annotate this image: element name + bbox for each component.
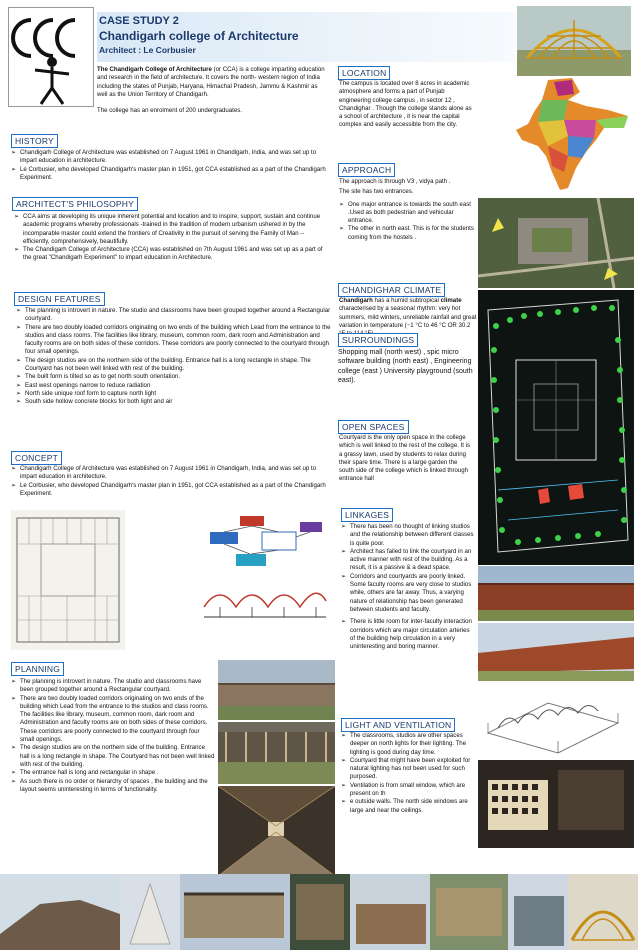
case-label: CASE STUDY 2	[99, 15, 179, 27]
concept-item: ➢ Le Corbusier, who developed Chandigarh's master plan in 1951, got CCA established as a part of the Chandigarh Experiment.	[11, 482, 331, 499]
history-text	[11, 149, 331, 182]
climate-lead: Chandigarh	[339, 297, 373, 304]
light-item: ➢ The classrooms, studios are other spaces deeper on north lights for their lighting. The lighting is good during day time.	[341, 732, 474, 757]
design-item: ➢ There are two doubly loaded corridors originating on two ends of the building which Lead from the entrance to the studios and class rooms. The facilities like library, museum, common room, dark room and Administration and faculty rooms are on both sides of these corridors. These corridors are poorly connected to the courtyard through four small openings.	[16, 324, 332, 357]
light-ventilation-label: LIGHT AND VENTILATION	[341, 718, 455, 732]
cca-logo-icon	[9, 8, 95, 108]
design-item: ➢ The built form is tilted so as to get north south orientation.	[16, 373, 332, 381]
linkages-item: ➢ There has been no thought of linking studios and the relationship between different classes is quite poor.	[341, 523, 474, 548]
surroundings-label: SURROUNDINGS	[338, 333, 418, 347]
history-item: ➢ Le Corbusier, who developed Chandigarh's master plan in 1951, got CCA established as a part of the Chandigarh Experiment.	[11, 166, 331, 183]
approach-label: APPROACH	[338, 163, 395, 177]
dome-photo	[517, 6, 631, 76]
approach-entrances: The site has two entrances.	[339, 188, 414, 196]
brick-facade-photo	[478, 566, 634, 621]
floor-plan-image	[11, 510, 125, 650]
planning-item: ➢ As such there is no order or hierarchy of spaces , the building and the layout seems uninteresting in terms of functionality.	[11, 778, 215, 795]
intro-body: (or CCA) is a college imparting education and research in the field of architecture. It covers the north- western region of India including the states of Punjab, Haryana, Himachal Pradesh, Jammu & Kashmir as well as the Union Territory of Chandigarh.	[97, 66, 325, 98]
approach-item: ➢ One major entrance is towards the south east .Used as both pedestrian and vehicular entrance.	[339, 201, 474, 226]
intro-enrolment: The college has an enrolment of 200 undergraduates.	[97, 107, 242, 115]
design-item: ➢ The planning is introvert in nature. The studio and classrooms have been grouped together around a Rectangular courtyard.	[16, 307, 332, 324]
philosophy-item: ➢ CCA aims at developing its unique inherent potential and location and to inspire, support, sustain and continue academic programs whereby professionals -trained in the tradition of modern urbanism ushered in by the incomparable master could extend the frontiers of Creativity in the pursuit of serving the Family of Man -- efficiently, comprehensively, beautifully.	[14, 213, 330, 246]
climate-label: CHANDIGHAR CLIMATE	[338, 283, 445, 297]
planning-item: ➢ The entrance hall is long and rectangular in shape .	[11, 769, 215, 777]
planning-item: ➢ The planning is introvert in nature. The studio and classrooms have been grouped together around a Rectangular courtyard.	[11, 678, 215, 695]
site-plan-image	[478, 290, 634, 565]
concept-item: ➢ Chandigarh College of Architecture was established on 7 August 1961 in Chandigarh, India, and was set up to impart education in architecture.	[11, 465, 331, 482]
linkages-item: ➢ Corridors and courtyards are poorly linked. Some faculty rooms are very close to studios while, others are far away. Thus, a varying nature of relationship has been generated between students and faculty.	[341, 573, 474, 614]
design-item: ➢ East west openings narrow to reduce radiation	[16, 382, 332, 390]
planning-text	[11, 678, 215, 794]
open-spaces-label: OPEN SPACES	[338, 420, 409, 434]
climate-mid: has a humid subtropical	[372, 297, 441, 304]
light-item: ➢ Ventilation is from small window, which are present on th	[341, 782, 474, 799]
corridor-photo	[218, 786, 335, 876]
location-label: LOCATION	[338, 66, 390, 80]
page-title: Chandigarh college of Architecture	[99, 29, 299, 43]
history-label: HISTORY	[11, 134, 58, 148]
approach-text	[339, 178, 474, 242]
interior-hall-photo	[478, 760, 634, 848]
concept-label: CONCEPT	[11, 451, 62, 465]
aerial-site-photo	[478, 198, 634, 288]
approach-road: The approach is through V3 , vidya path .	[339, 178, 451, 185]
building-exterior-photo	[218, 660, 335, 720]
india-map-image	[508, 76, 634, 196]
linkages-item: ➢ Architect has failed to link the courtyard in an active manner with rest of the building. As a result, it is a passive & a dead space.	[341, 548, 474, 573]
design-item: ➢ South side hollow concrete blocks for both light and air	[16, 398, 332, 406]
planning-item: ➢ The design studios are on the northern side of the building. Entrance hall is a long rectangle in shape. The Courtyard has not been well linked with rest of the building.	[11, 744, 215, 769]
linkages-item: ➢ There is little room for inter-faculty interaction corridors which are major circulation arteries of the building help circulation in a very uninteresting and boring manner.	[341, 618, 474, 651]
architect-line: Architect : Le Corbusier	[99, 45, 196, 55]
climate-keyword: climate	[440, 297, 462, 304]
open-spaces-text: Courtyard is the only open space in the college which is well linked to the rest of the college. It is a grassy lawn, used by students to relax during their spare time. There is a large garden the south side of the college which is linked through entrance hall	[339, 434, 471, 483]
philosophy-text	[14, 213, 330, 263]
intro-text	[97, 66, 329, 115]
design-label: DESIGN FEATURES	[14, 292, 105, 306]
concept-text	[11, 465, 331, 498]
building-courtyard-photo	[218, 722, 335, 784]
history-item: ➢ Chandigarh College of Architecture was established on 7 August 1961 in Chandigarh, India, and was set up to impart education in architecture.	[11, 149, 331, 166]
design-item: ➢ North side unique roof form to capture north light	[16, 390, 332, 398]
planning-label: PLANNING	[11, 662, 64, 676]
linkages-label: LINKAGES	[341, 508, 393, 522]
design-item: ➢ The design studios are on the northern side of the building. Entrance hall is a long rectangle in shape. The Courtyard has not been well linked with rest of the building.	[16, 357, 332, 374]
roof-section-image	[200, 577, 330, 625]
philosophy-item: ➢ The Chandigarh College of Architecture (CCA) was established on 7th August 1961 and was set up as a part of the great "Chandigarh Experiment" to impart education in Architecture.	[14, 246, 330, 263]
philosophy-label: ARCHITECT'S PHILOSOPHY	[12, 197, 138, 211]
brick-wing-photo	[478, 623, 634, 681]
design-text	[16, 307, 332, 407]
logo	[8, 7, 94, 107]
light-ventilation-text	[341, 732, 474, 815]
intro-lead: The Chandigarh College of Architecture	[97, 66, 212, 73]
bottom-photo-strip	[0, 874, 638, 950]
roof-3d-diagram	[478, 683, 634, 758]
planning-item: ➢ There are two doubly loaded corridors originating on two ends of the building which Lead from the entrance to the studios and class rooms. The facilities like library, museum, common room, dark room and Administration and faculty rooms are on both sides of these corridors. These corridors are poorly connected to the courtyard through four small openings.	[11, 695, 215, 745]
light-item: ➢ Courtyard that might have been exploited for natural lighting has not been used for such purposed.	[341, 757, 474, 782]
concept-diagram-image	[200, 512, 328, 574]
light-item: ➢ e outside walls. The north side windows are large and near the ceilings.	[341, 798, 474, 815]
location-text: The campus is located over 8 acres in academic atmosphere and forms a part of Punjab engineering college campus , in sector 12 , Chandighar . Though the college stands alone as a school of architecture , it is near the capital complex and easily accessible from the city.	[339, 80, 472, 129]
surroundings-text: Shopping mall (north west) , spic micro software building (north east) , Engineering college (east ) University playground (south east).	[338, 349, 473, 385]
climate-body: characterised by a seasonal rhythm: very hot summers, mild winters, unreliable rainfall and great variation in temperature (−1 °C to 46 °C OR 30.2	[339, 305, 477, 329]
approach-item: ➢ The other in north east. This is for the students coming from the hostels .	[339, 225, 474, 242]
linkages-text	[341, 523, 474, 651]
